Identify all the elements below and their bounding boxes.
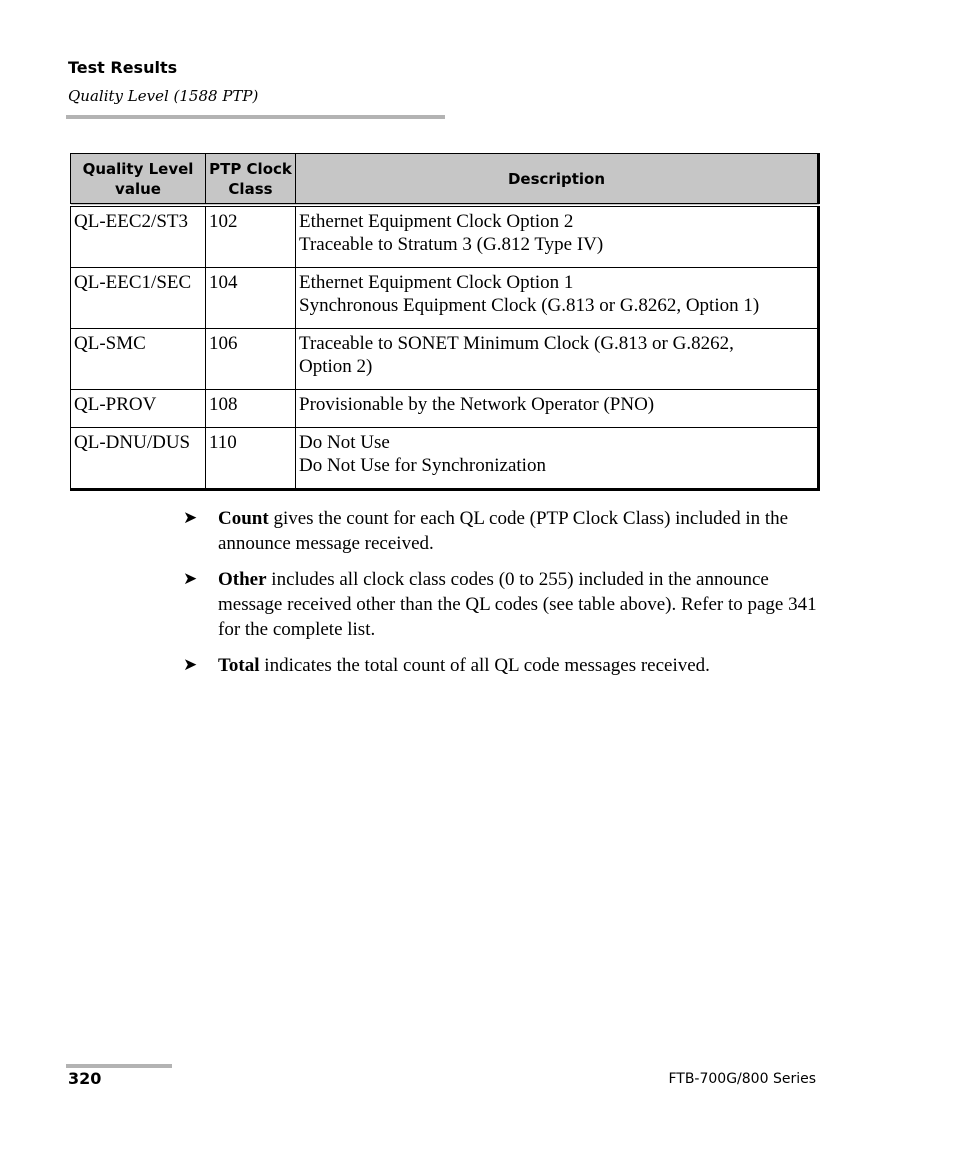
page-number: 320 bbox=[68, 1069, 102, 1088]
header-rule bbox=[66, 115, 445, 119]
product-series-name: FTB-700G/800 Series bbox=[668, 1071, 816, 1087]
table-row bbox=[71, 329, 819, 390]
ql-value-cell: QL-PROV bbox=[71, 390, 206, 428]
column-header-quality-level: Quality Level value bbox=[71, 154, 206, 206]
description-cell bbox=[296, 428, 819, 490]
ql-value-cell: QL-EEC1/SEC bbox=[71, 268, 206, 329]
bullet-item-other bbox=[183, 567, 823, 642]
description-cell bbox=[296, 329, 819, 390]
description-line: Traceable to SONET Minimum Clock (G.813 or G.8262, bbox=[299, 333, 734, 354]
footer-rule bbox=[66, 1064, 172, 1068]
ql-value-cell: QL-EEC2/ST3 bbox=[71, 205, 206, 268]
clock-class-cell: 102 bbox=[206, 205, 296, 268]
table-row bbox=[71, 205, 819, 268]
column-header-description: Description bbox=[296, 154, 819, 206]
bullet-item-total bbox=[183, 653, 823, 678]
ql-value-cell: QL-SMC bbox=[71, 329, 206, 390]
description-cell bbox=[296, 205, 819, 268]
ql-value-cell: QL-DNU/DUS bbox=[71, 428, 206, 490]
bullet-text: gives the count for each QL code (PTP Clock Class) included in the announce message received. bbox=[218, 508, 789, 554]
description-line: Traceable to Stratum 3 (G.812 Type IV) bbox=[299, 234, 604, 255]
description-line: Ethernet Equipment Clock Option 1 bbox=[299, 272, 574, 293]
table-header-row bbox=[71, 154, 819, 206]
clock-class-cell: 108 bbox=[206, 390, 296, 428]
section-subtitle: Quality Level (1588 PTP) bbox=[68, 87, 259, 105]
clock-class-cell: 106 bbox=[206, 329, 296, 390]
bullet-term: Other bbox=[218, 569, 267, 590]
quality-level-table bbox=[70, 153, 820, 491]
bullet-term: Count bbox=[218, 508, 269, 529]
bullet-item-count bbox=[183, 506, 823, 556]
description-line: Do Not Use bbox=[299, 432, 390, 453]
clock-class-cell: 110 bbox=[206, 428, 296, 490]
column-header-ptp-clock-class: PTP Clock Class bbox=[206, 154, 296, 206]
description-line: Ethernet Equipment Clock Option 2 bbox=[299, 211, 574, 232]
description-line: Provisionable by the Network Operator (PNO) bbox=[299, 394, 655, 415]
arrow-bullet-icon: ➤ bbox=[183, 508, 198, 528]
clock-class-cell: 104 bbox=[206, 268, 296, 329]
table-row bbox=[71, 390, 819, 428]
description-line: Do Not Use for Synchronization bbox=[299, 455, 546, 476]
section-title: Test Results bbox=[68, 58, 178, 77]
description-cell bbox=[296, 390, 819, 428]
bullet-text: includes all clock class codes (0 to 255) included in the announce message received other than the QL codes (see table above). Refer to page 341 for the complete list. bbox=[218, 569, 817, 640]
arrow-bullet-icon: ➤ bbox=[183, 569, 198, 589]
bullet-list bbox=[183, 506, 823, 689]
description-cell bbox=[296, 268, 819, 329]
bullet-text: indicates the total count of all QL code messages received. bbox=[259, 655, 710, 676]
description-line: Synchronous Equipment Clock (G.813 or G.8262, Option 1) bbox=[299, 295, 760, 316]
bullet-term: Total bbox=[218, 655, 260, 676]
description-line: Option 2) bbox=[299, 356, 373, 377]
table-row bbox=[71, 428, 819, 490]
table-row bbox=[71, 268, 819, 329]
arrow-bullet-icon: ➤ bbox=[183, 655, 198, 675]
